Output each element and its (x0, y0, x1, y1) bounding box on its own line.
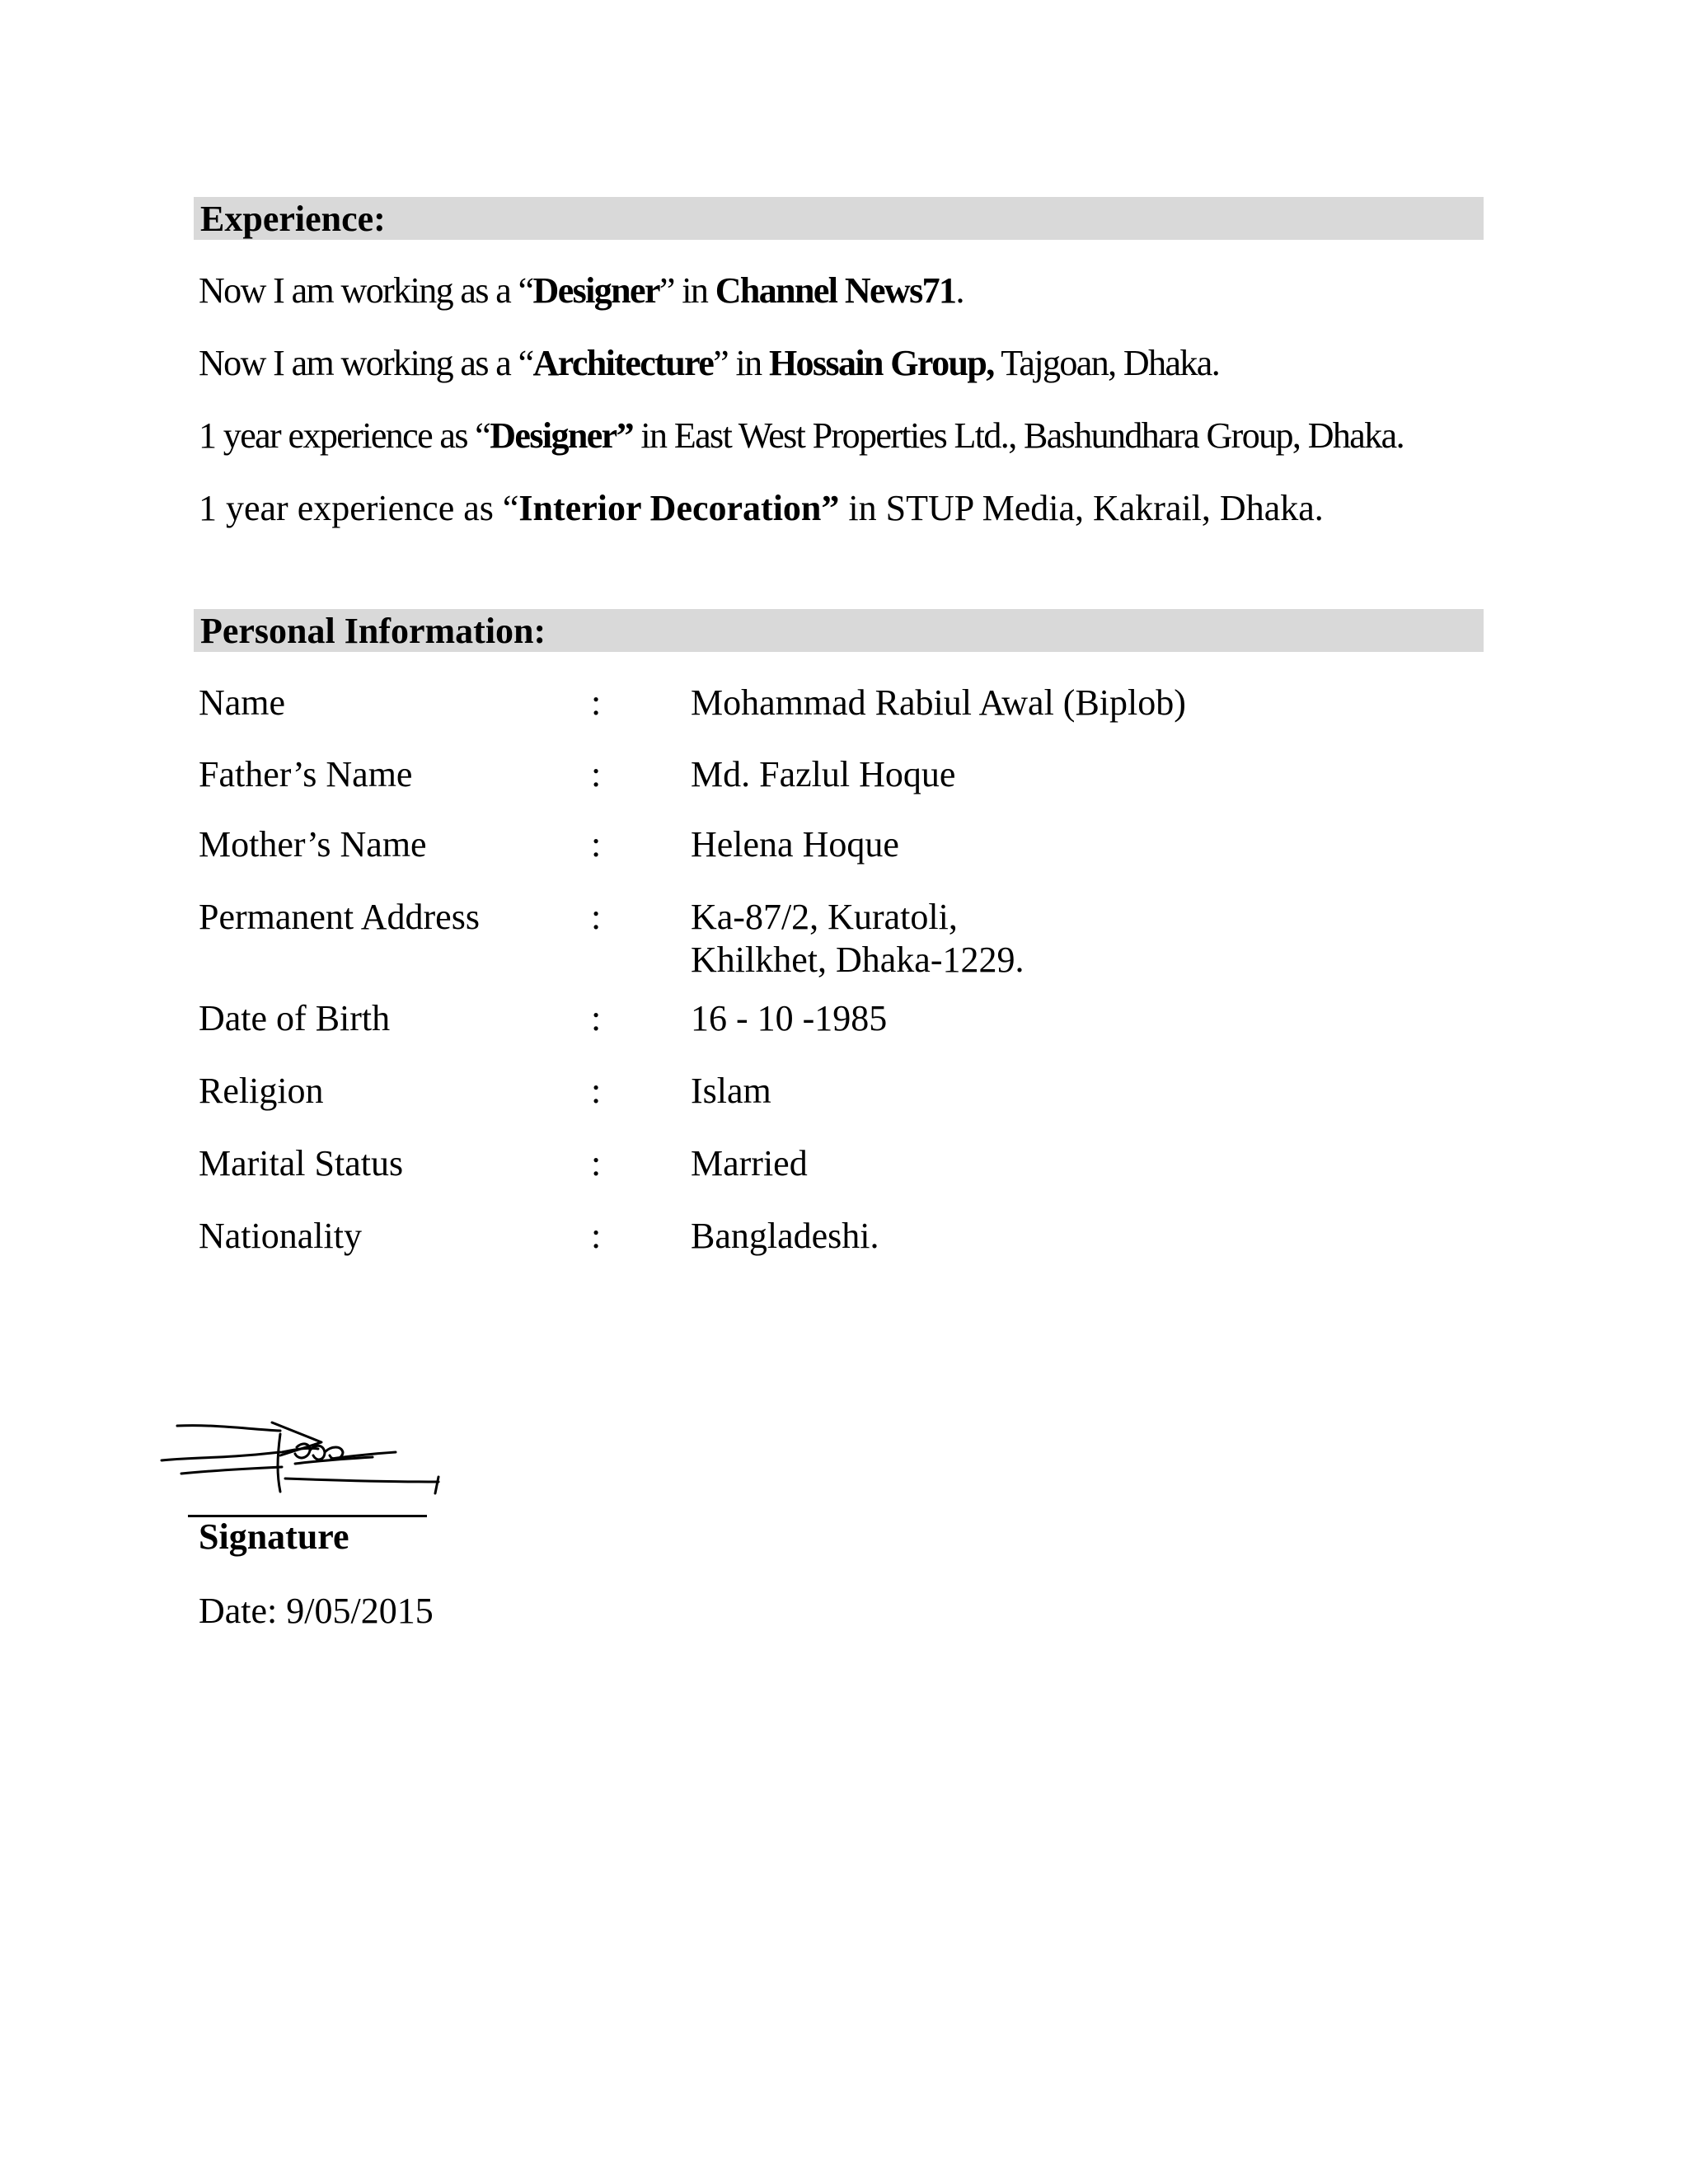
personal-heading-bar (194, 609, 1484, 652)
experience-item-3 (199, 414, 1404, 458)
experience-item-2-mid: ” in (713, 343, 769, 383)
experience-item-1 (199, 269, 964, 313)
experience-item-1-mid: ” in (659, 270, 715, 311)
info-label: Father’s Name (199, 754, 413, 794)
experience-item-2-pre: Now I am working as a “ (199, 343, 533, 383)
experience-item-1-pre: Now I am working as a “ (199, 270, 533, 311)
experience-item-3-mid: in East West Properties Ltd., Bashundhara Group, Dhaka. (633, 415, 1404, 456)
handwritten-signature (157, 1409, 453, 1500)
experience-item-3-role: Designer” (490, 415, 634, 456)
experience-item-3-pre: 1 year experience as “ (199, 415, 490, 456)
signature-date: Date: 9/05/2015 (199, 1591, 434, 1631)
experience-item-1-post: . (955, 270, 964, 311)
signature-label: Signature (199, 1516, 349, 1557)
info-colon: : (591, 824, 602, 865)
info-colon: : (591, 998, 602, 1038)
experience-item-4-mid: in STUP Media, Kakrail, Dhaka. (839, 488, 1324, 528)
info-colon: : (591, 754, 602, 794)
experience-item-4-role: Interior Decoration” (518, 488, 840, 528)
experience-item-4 (199, 486, 1324, 531)
info-colon: : (591, 897, 602, 937)
experience-heading-bar (194, 197, 1484, 240)
info-value: Islam (691, 1071, 771, 1111)
info-label: Permanent Address (199, 897, 480, 937)
experience-item-2 (199, 341, 1219, 386)
info-value: Bangladeshi. (691, 1216, 879, 1256)
info-label: Date of Birth (199, 998, 391, 1038)
info-colon: : (591, 682, 602, 723)
info-label: Nationality (199, 1216, 362, 1256)
experience-item-1-company: Channel News71 (715, 270, 956, 311)
experience-item-2-role: Architecture (532, 343, 714, 383)
info-value-line2: Khilkhet, Dhaka-1229. (691, 940, 1025, 980)
experience-item-1-role: Designer (532, 270, 659, 311)
info-value: 16 - 10 -1985 (691, 998, 888, 1038)
info-colon: : (591, 1071, 602, 1111)
info-label: Marital Status (199, 1143, 404, 1183)
info-value: Mohammad Rabiul Awal (Biplob) (691, 682, 1186, 723)
info-value: Married (691, 1143, 808, 1183)
info-colon: : (591, 1216, 602, 1256)
experience-item-4-pre: 1 year experience as “ (199, 488, 519, 528)
info-value: Md. Fazlul Hoque (691, 754, 956, 794)
info-colon: : (591, 1143, 602, 1183)
experience-heading: Experience: (200, 199, 386, 239)
experience-item-2-post: Tajgoan, Dhaka. (993, 343, 1220, 383)
experience-item-2-company: Hossain Group, (768, 343, 994, 383)
info-label: Mother’s Name (199, 824, 427, 865)
info-label: Name (199, 682, 286, 723)
info-value: Ka-87/2, Kuratoli, (691, 897, 958, 937)
personal-heading: Personal Information: (200, 611, 546, 651)
info-label: Religion (199, 1071, 324, 1111)
info-value: Helena Hoque (691, 824, 899, 865)
